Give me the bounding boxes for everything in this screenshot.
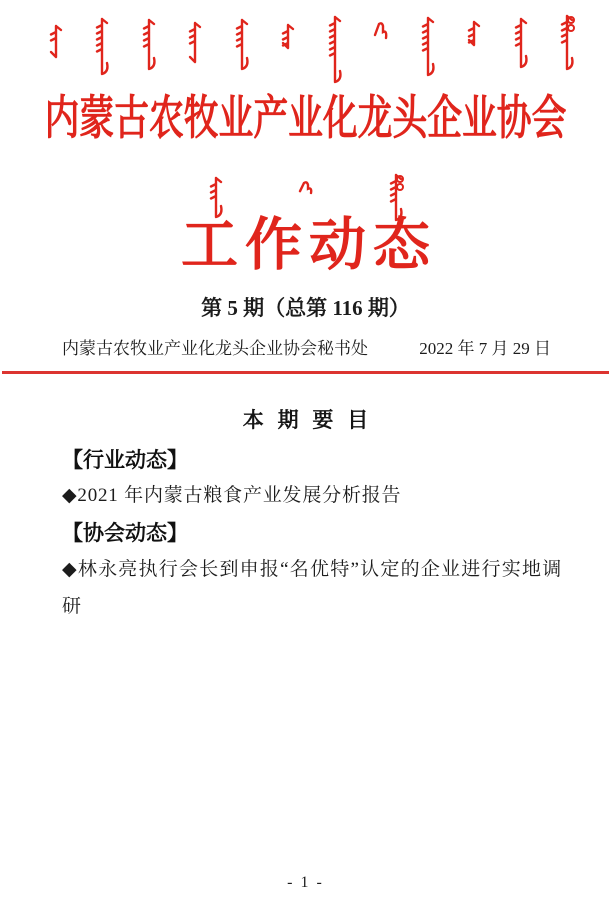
mongolian-word-icon xyxy=(141,17,157,73)
mongolian-word-icon xyxy=(466,19,482,49)
mongolian-word-icon xyxy=(373,21,389,41)
mongolian-word-icon xyxy=(513,16,529,71)
mongolian-word-icon xyxy=(94,16,110,78)
publisher-row xyxy=(62,334,551,359)
mongolian-word-icon xyxy=(327,14,343,86)
bulletin-title: 工作动态 xyxy=(181,214,437,277)
org-title xyxy=(0,86,611,152)
org-title-text: 内蒙古农牧业产业化龙头企业协会 xyxy=(44,92,567,145)
mongolian-word-icon xyxy=(559,13,575,73)
mongolian-word-icon xyxy=(298,180,314,196)
page-number: - 1 - xyxy=(287,874,324,891)
mongolian-word-icon xyxy=(420,15,436,79)
toc-item: ◆林永亮执行会长到申报“名优特”认定的企业进行实地调研 xyxy=(62,559,562,617)
mongolian-word-icon xyxy=(280,22,296,52)
masthead-rule xyxy=(2,371,609,374)
toc-title: 本 期 要 目 xyxy=(242,409,373,432)
issue-line: 第 5 期（总第 116 期） xyxy=(201,296,410,320)
publisher-name: 内蒙古农牧业产业化龙头企业协会秘书处 xyxy=(62,339,368,358)
mongolian-word-icon xyxy=(187,20,203,66)
mongolian-word-icon xyxy=(234,17,250,73)
issue-date: 2022 年 7 月 29 日 xyxy=(419,339,551,358)
mongolian-word-icon xyxy=(48,23,64,61)
toc-item: ◆2021 年内蒙古粮食产业发展分析报告 xyxy=(62,485,402,506)
toc-section-header-association: 【协会动态】 xyxy=(62,522,188,545)
toc-section-header-industry: 【行业动态】 xyxy=(62,449,188,472)
mongolian-script-top-row xyxy=(48,13,575,93)
